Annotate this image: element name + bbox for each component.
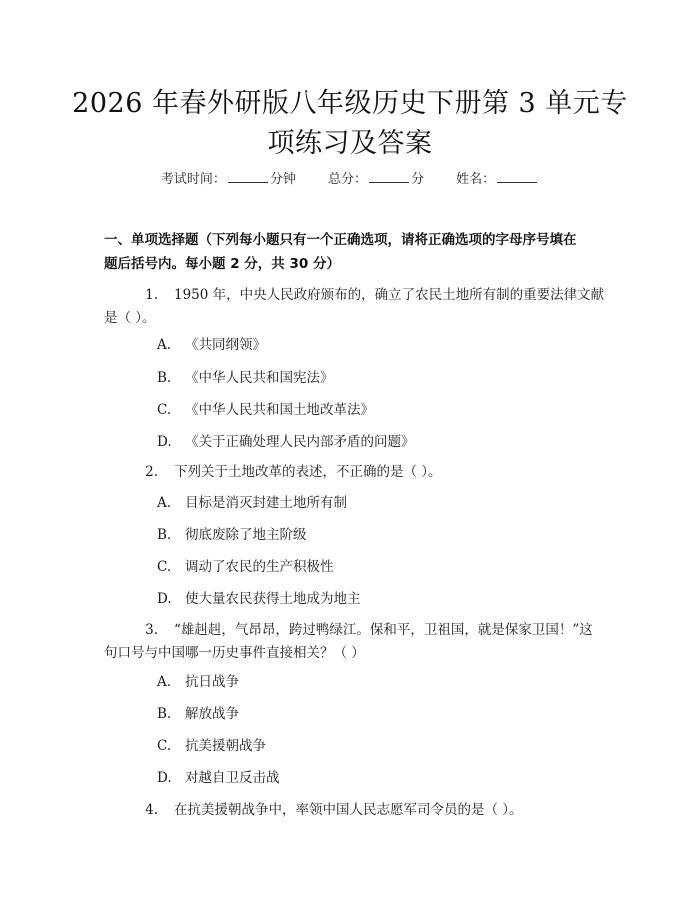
option-text: 使大量农民获得土地成为地主 xyxy=(185,591,361,607)
option-letter: C. xyxy=(157,738,172,754)
question-3-option-c xyxy=(157,734,597,758)
document-title-line1: 2026 年春外研版八年级历史下册第 3 单元专 xyxy=(72,88,628,119)
option-text: 抗日战争 xyxy=(185,674,239,690)
option-letter: A. xyxy=(157,337,172,353)
option-letter: D. xyxy=(157,434,172,450)
question-2-option-c xyxy=(157,555,597,579)
total-score-unit: 分 xyxy=(411,172,425,187)
question-2-option-b xyxy=(157,523,597,547)
question-2-number: 2. xyxy=(145,464,158,480)
option-text: 目标是消灭封建土地所有制 xyxy=(185,495,347,511)
question-1-option-c xyxy=(157,398,597,422)
option-letter: A. xyxy=(157,495,172,511)
exam-time-field xyxy=(161,168,296,187)
option-text: 《关于正确处理人民内部矛盾的问题》 xyxy=(185,434,415,450)
question-3-line1 xyxy=(104,618,614,642)
question-3-text-line1: “雄赳赳，气昂昂，跨过鸭绿江。保和平，卫祖国，就是保家卫国！”这 xyxy=(174,622,593,638)
option-text: 彻底废除了地主阶级 xyxy=(185,527,307,543)
option-text: 《中华人民共和国宪法》 xyxy=(185,370,334,386)
document-title-line2: 项练习及答案 xyxy=(267,128,433,159)
question-3-line2: 句口号与中国哪一历史事件直接相关？（ ） xyxy=(104,645,365,661)
option-letter: B. xyxy=(157,370,172,386)
option-text: 调动了农民的生产积极性 xyxy=(185,559,334,575)
question-1-line1 xyxy=(104,283,614,307)
question-2-line1 xyxy=(104,460,614,484)
question-4-line1 xyxy=(104,798,614,822)
option-letter: C. xyxy=(157,402,172,418)
student-name-label: 姓名： xyxy=(456,172,496,187)
option-letter: D. xyxy=(157,770,172,786)
question-1-number: 1. xyxy=(145,287,158,303)
question-1-line2: 是（ ）。 xyxy=(104,310,156,326)
question-1-option-a xyxy=(157,333,597,357)
question-2-text: 下列关于土地改革的表述，不正确的是（ ）。 xyxy=(174,464,442,480)
exam-time-unit: 分钟 xyxy=(269,172,296,187)
student-name-blank xyxy=(497,170,537,183)
exam-time-blank xyxy=(228,170,268,183)
option-text: 对越自卫反击战 xyxy=(185,770,280,786)
question-2-option-a xyxy=(157,491,597,515)
option-letter: B. xyxy=(157,527,172,543)
option-text: 《中华人民共和国土地改革法》 xyxy=(185,402,374,418)
option-letter: C. xyxy=(157,559,172,575)
total-score-blank xyxy=(369,170,409,183)
question-3-option-a xyxy=(157,670,597,694)
question-3-number: 3. xyxy=(145,622,158,638)
section-heading-line2: 题后括号内。每小题 2 分，共 30 分） xyxy=(104,256,340,272)
option-letter: A. xyxy=(157,674,172,690)
student-name-field xyxy=(456,168,539,187)
question-2-option-d xyxy=(157,587,597,611)
exam-meta-row xyxy=(0,168,700,187)
question-1-option-d xyxy=(157,430,597,454)
total-score-field xyxy=(328,168,424,187)
question-1-option-b xyxy=(157,366,597,390)
question-3-option-d xyxy=(157,766,597,790)
option-letter: D. xyxy=(157,591,172,607)
section-heading-line1: 一、单项选择题（下列每小题只有一个正确选项，请将正确选项的字母序号填在 xyxy=(104,232,577,248)
question-4-number: 4. xyxy=(145,802,158,818)
option-text: 《共同纲领》 xyxy=(185,337,266,353)
exam-time-label: 考试时间： xyxy=(160,172,226,187)
question-4-text: 在抗美援朝战争中，率领中国人民志愿军司令员的是（ ）。 xyxy=(174,802,523,818)
option-text: 解放战争 xyxy=(185,706,239,722)
question-3-option-b xyxy=(157,702,597,726)
option-text: 抗美援朝战争 xyxy=(185,738,266,754)
option-letter: B. xyxy=(157,706,172,722)
total-score-label: 总分： xyxy=(327,172,367,187)
question-1-text-line1: 1950 年，中央人民政府颁布的，确立了农民土地所有制的重要法律文献 xyxy=(174,287,605,303)
